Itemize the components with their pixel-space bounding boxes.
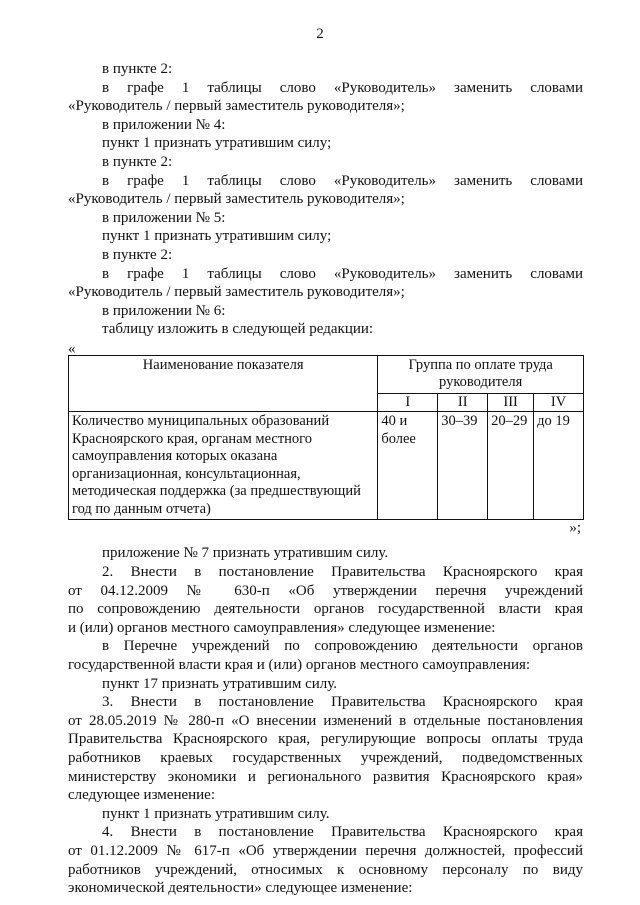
paragraph: в графе 1 таблицы слово «Руководитель» заменить словами [102, 172, 583, 189]
paragraph: по сопровождению деятельности органов государственной власти края [68, 601, 583, 618]
paragraph: в графе 1 таблицы слово «Руководитель» заменить словами [102, 79, 583, 96]
table-cell-group-2: 30–39 [438, 412, 488, 520]
paragraph: 4. Внести в постановление Правительства Красноярского края [102, 824, 583, 841]
paragraph: следующее изменение: [68, 787, 216, 804]
paragraph: в приложении № 4: [102, 116, 226, 133]
paragraph: «Руководитель / первый заместитель руководителя»; [68, 284, 405, 301]
paragraph: экономической деятельности» следующее изменение: [68, 880, 413, 897]
paragraph: от 28.05.2019 № 280-п «О внесении изменений в отдельные постановления [68, 712, 583, 729]
table-header-group: Группа по оплате труда руководителя [378, 355, 584, 393]
paragraph: министерству экономики и регионального развития Красноярского края» [68, 768, 583, 785]
paragraph: в приложении № 6: [102, 302, 226, 319]
paragraph: от 04.12.2009 № 630-п «Об утверждении перечня учреждений [68, 582, 583, 599]
paragraph: в графе 1 таблицы слово «Руководитель» заменить словами [102, 265, 583, 282]
document-body [68, 60, 583, 898]
quote-open: « [68, 340, 76, 357]
quote-close: »; [569, 520, 581, 537]
table-header-group-3: III [488, 393, 534, 412]
table-cell-group-3: 20–29 [488, 412, 534, 520]
paragraph: пункт 17 признать утратившим силу. [102, 675, 338, 692]
table-cell-indicator: Количество муниципальных образований Красноярского края, органам местного самоуправления которых оказана организационная, консультационная, методическая поддержка (за предшествующий год по данным отчета) [69, 412, 378, 520]
indicator-table [68, 355, 584, 521]
table-header-group-2: II [438, 393, 488, 412]
paragraph: и (или) органов местного самоуправления» следующее изменение: [68, 619, 496, 636]
paragraph: в приложении № 5: [102, 209, 226, 226]
paragraph: от 01.12.2009 № 617-п «Об утверждении перечня должностей, профессий [68, 842, 583, 859]
paragraph: в пункте 2: [102, 153, 173, 170]
paragraph: пункт 1 признать утратившим силу; [102, 228, 332, 245]
paragraph: пункт 1 признать утратившим силу; [102, 135, 332, 152]
paragraph: работников краевых государственных учреждений, подведомственных [68, 749, 583, 766]
page-number: 2 [316, 26, 324, 42]
paragraph: государственной власти края и (или) органов местного самоуправления: [68, 656, 531, 673]
paragraph: в Перечне учреждений по сопровождению деятельности органов [102, 638, 583, 655]
paragraph: «Руководитель / первый заместитель руководителя»; [68, 98, 405, 115]
table-header-indicator: Наименование показателя [69, 355, 378, 412]
table-cell-group-4: до 19 [534, 412, 584, 520]
paragraph: таблицу изложить в следующей редакции: [102, 321, 374, 338]
paragraph: 3. Внести в постановление Правительства Красноярского края [102, 694, 583, 711]
table-header-group-1: I [378, 393, 438, 412]
paragraph: в пункте 2: [102, 246, 173, 263]
paragraph: работников учреждений, относимых к основному персоналу по виду [68, 861, 583, 878]
paragraph: 2. Внести в постановление Правительства Красноярского края [102, 564, 583, 580]
paragraph: в пункте 2: [102, 61, 173, 77]
table-header-group-4: IV [534, 393, 584, 412]
paragraph: пункт 1 признать утратившим силу. [102, 805, 330, 822]
paragraph: Правительства Красноярского края, регулирующие вопросы оплаты труда [68, 731, 583, 748]
paragraph: приложение № 7 признать утратившим силу. [102, 545, 389, 562]
table-cell-group-1: 40 и более [378, 412, 438, 520]
paragraph: «Руководитель / первый заместитель руководителя»; [68, 191, 405, 208]
